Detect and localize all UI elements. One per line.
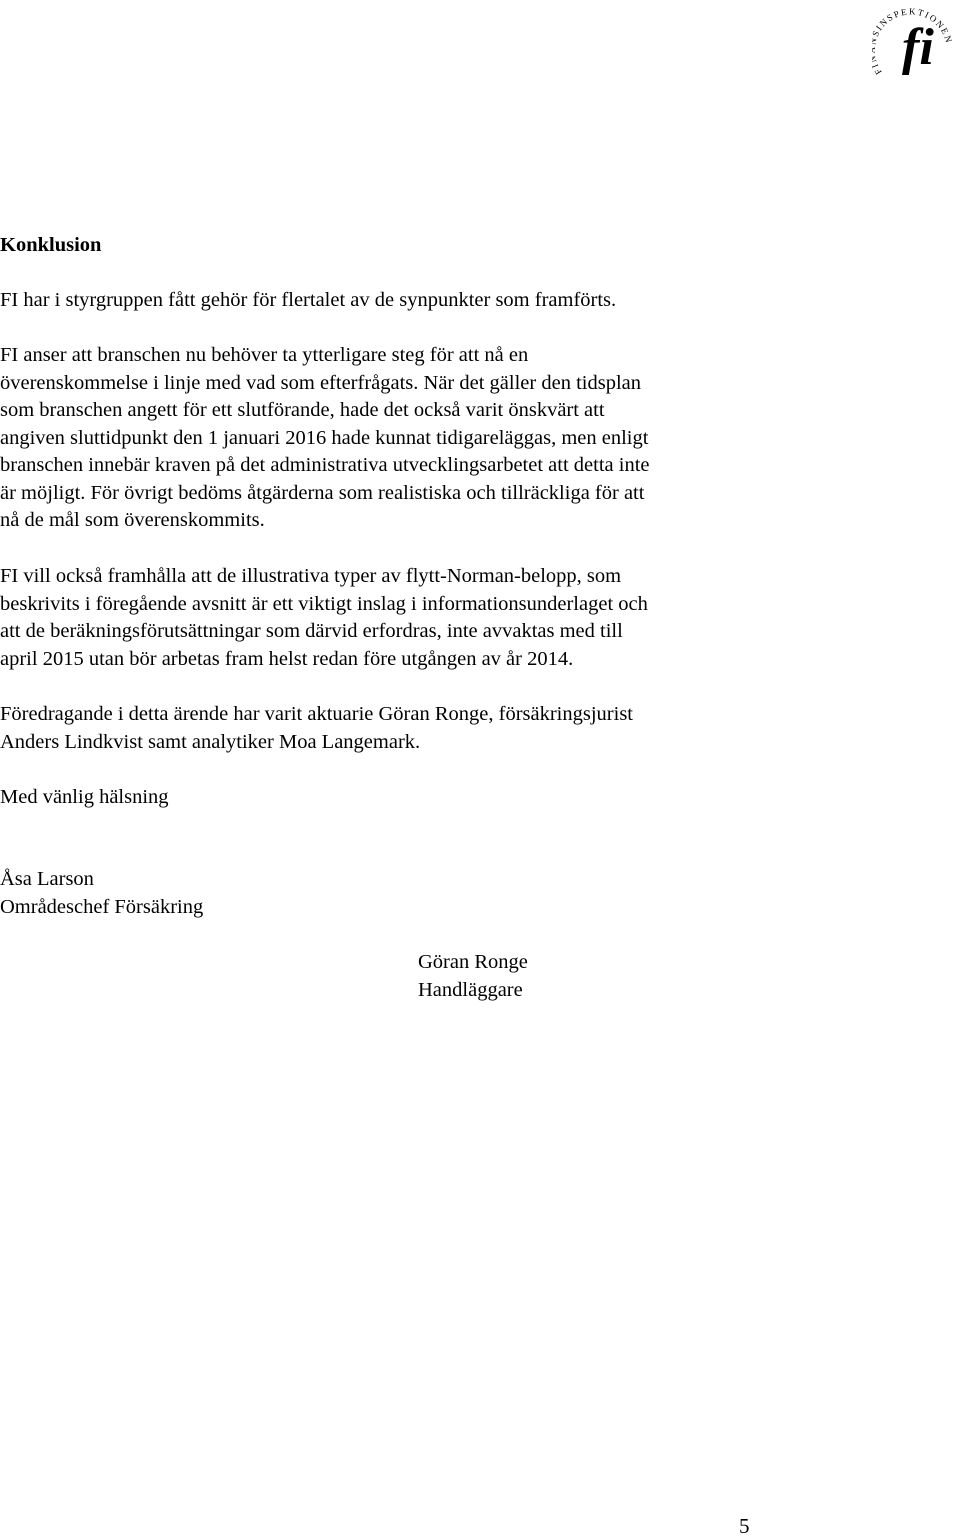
paragraph-line: är möjligt. För övrigt bedöms åtgärderna som realistiska och tillräckliga för att xyxy=(0,481,645,504)
heading-text: Konklusion xyxy=(0,234,102,256)
signatory-name: Göran Ronge xyxy=(418,951,528,973)
paragraph-2 xyxy=(0,342,960,535)
paragraph-line: nå de mål som överenskommits. xyxy=(0,509,265,531)
paragraph-line: FI vill också framhålla att de illustrativa typer av flytt-Norman-belopp, som xyxy=(0,565,622,587)
paragraph-line: Föredragande i detta ärende har varit aktuarie Göran Ronge, försäkringsjurist xyxy=(0,703,633,725)
section-heading xyxy=(0,232,960,260)
logo-ring-text: F INSPEKTIONEN xyxy=(872,6,955,77)
paragraph-1 xyxy=(0,287,960,315)
paragraph-line: överenskommelse i linje med vad som efterfrågats. När det gäller den tidsplan xyxy=(0,371,641,394)
paragraph-3 xyxy=(0,563,960,673)
paragraph-line: branschen innebär kraven på det administrativa utvecklingsarbetet att detta inte xyxy=(0,454,650,476)
signatory-title: Handläggare xyxy=(418,978,523,1001)
paragraph-line: FI anser att branschen nu behöver ta ytterligare steg för att nå en xyxy=(0,344,529,366)
paragraph-line: som branschen angett för ett slutförande, hade det också varit önskvärt att xyxy=(0,399,605,421)
paragraph-line: angiven sluttidpunkt den 1 januari 2016 hade kunnat tidigareläggas, men enligt xyxy=(0,426,649,449)
page-number: 5 xyxy=(739,1514,750,1538)
closing-text: Med vänlig hälsning xyxy=(0,786,169,808)
paragraph-line: Anders Lindkvist samt analytiker Moa Langemark. xyxy=(0,730,421,753)
paragraph-line: april 2015 utan bör arbetas fram helst redan före utgången av år 2014. xyxy=(0,647,574,670)
signatory-name: Åsa Larson xyxy=(0,868,94,890)
paragraph-line: FI har i styrgruppen fått gehör för flertalet av de synpunkter som framförts. xyxy=(0,289,617,311)
paragraph-line: beskrivits i föregående avsnitt är ett viktigt inslag i informationsunderlaget och xyxy=(0,592,648,615)
signatory-1 xyxy=(0,866,960,921)
signatory-title: Områdeschef Försäkring xyxy=(0,895,204,918)
paragraph-line: att de beräkningsförutsättningar som därvid erfordras, inte avvaktas med till xyxy=(0,620,623,642)
signatory-2 xyxy=(418,949,938,1004)
finansinspektionen-logo xyxy=(872,0,960,86)
paragraph-4 xyxy=(0,701,960,756)
closing xyxy=(0,784,960,812)
logo-monogram: fi xyxy=(902,19,934,76)
